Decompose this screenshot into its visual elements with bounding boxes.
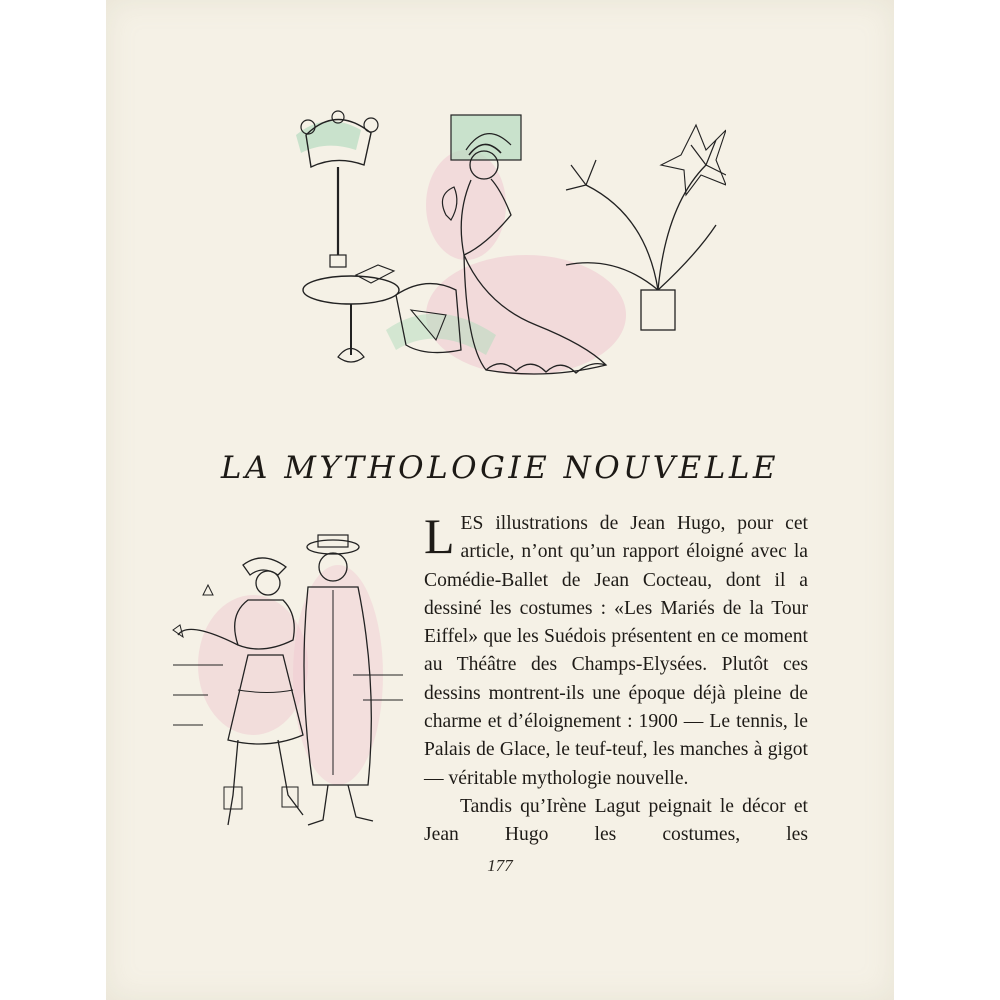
page-number: 177 <box>487 856 513 875</box>
top-illustration <box>286 95 726 395</box>
article-body <box>424 510 808 850</box>
magazine-page <box>106 0 894 1000</box>
paragraph-1-text: ES illustrations de Jean Hugo, pour cet article, n’ont qu’un rapport éloigné avec la Comédie-Ballet de Jean Cocteau, dont il a dessiné les costumes : «Les Mariés de la Tour Eiffel» que les Suédois présentent en ce moment au Théâtre des Champs-Elysées. Plutôt ces dessins montrent-ils une époque déjà pleine de charme et d’éloignement : 1900 — Le tennis, le Palais de Glace, le teuf-teuf, les manches à gigot — véritable mythologie nouvelle. <box>424 513 808 789</box>
article-title: LA MYTHOLOGIE NOUVELLE <box>220 450 780 486</box>
drop-cap: L <box>424 508 455 564</box>
body-paragraph-2 <box>424 793 808 850</box>
body-paragraph-1 <box>424 510 808 793</box>
paragraph-2-text: Tandis qu’Irène Lagut peignait le décor et Jean Hugo les costumes, les <box>424 795 808 846</box>
side-illustration <box>168 525 408 845</box>
